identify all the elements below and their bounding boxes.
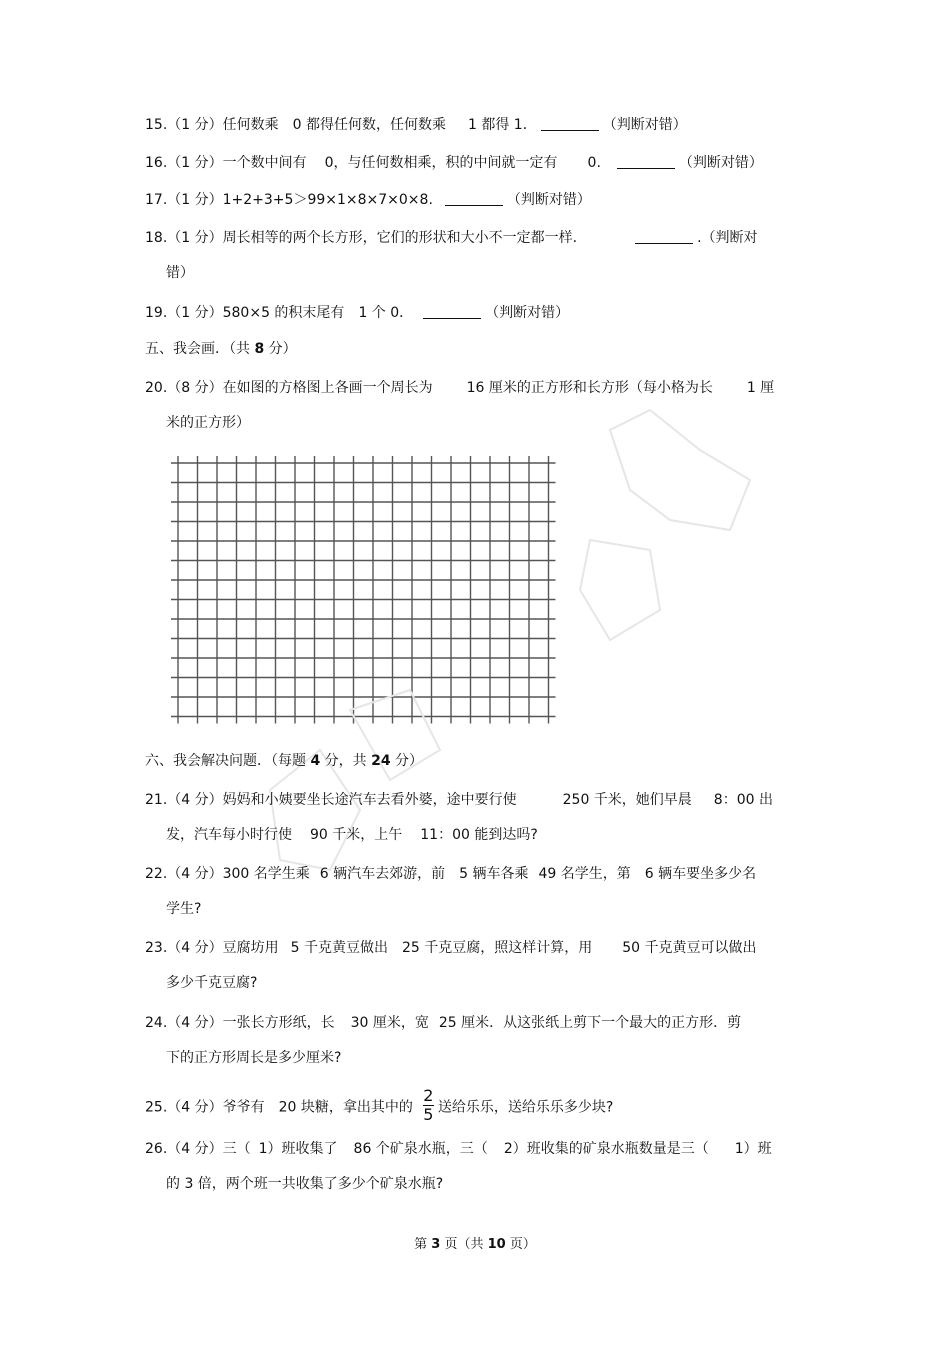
answer-blank[interactable] [635,229,693,244]
page-footer: 第 3 页（共 10 页） [414,1237,536,1252]
fraction: $\frac{2}{5}$ [423,1086,434,1124]
question-18-continuation: 错） [166,265,194,281]
question-21-continuation: 发，汽车每小时行使 90 千米，上午 11：00 能到达吗? [166,827,538,843]
question-22-continuation: 学生? [166,901,202,917]
question-15: 15.（1 分）任何数乘 0 都得任何数，任何数乘 1 都得 1． （判断对错） [145,117,687,133]
question-22: 22.（4 分）300 名学生乘 6 辆汽车去郊游，前 5 辆车各乘 49 名学生，第 6 辆车要坐多少名 [145,866,757,882]
answer-blank[interactable] [617,154,675,169]
question-23-continuation: 多少千克豆腐? [166,975,258,991]
question-20: 20.（8 分）在如图的方格图上各画一个周长为 16 厘米的正方形和长方形（每小格为长 1 厘 [145,380,775,396]
section-5-heading: 五、我会画．（共 8 分） [145,341,297,357]
question-26: 26.（4 分）三（ 1）班收集了 86 个矿泉水瓶，三（ 2）班收集的矿泉水瓶数量是三（ 1）班 [145,1141,772,1157]
question-23: 23.（4 分）豆腐坊用 5 千克黄豆做出 25 千克豆腐，照这样计算，用 50 千克黄豆可以做出 [145,940,757,956]
answer-blank[interactable] [541,116,599,131]
question-17: 17.（1 分）1+2+3+5＞99×1×8×7×0×8. （判断对错） [145,192,591,208]
section-6-heading: 六、我会解决问题．（每题 4 分，共 24 分） [145,753,424,769]
question-26-continuation: 的 3 倍，两个班一共收集了多少个矿泉水瓶? [166,1176,444,1192]
question-24: 24.（4 分）一张长方形纸，长 30 厘米，宽 25 厘米．从这张纸上剪下一个最大的正方形．剪 [145,1015,742,1031]
answer-blank[interactable] [445,191,503,206]
answer-blank[interactable] [423,304,481,319]
question-20-continuation: 米的正方形） [166,415,250,431]
question-25: 25.（4 分）爷爷有 20 块糖，拿出其中的 $\frac{2}{5}$ 送给乐乐，送给乐乐多少块? [145,1086,614,1124]
question-16: 16.（1 分）一个数中间有 0，与任何数相乘，积的中间就一定有 0. （判断对错） [145,155,763,171]
question-24-continuation: 下的正方形周长是多少厘米? [166,1050,342,1066]
question-19: 19.（1 分）580×5 的积末尾有 1 个 0． （判断对错） [145,305,570,321]
question-18: 18.（1 分）周长相等的两个长方形，它们的形状和大小不一定都一样. .（判断对 [145,230,758,246]
question-21: 21.（4 分）妈妈和小姨要坐长途汽车去看外婆，途中要行使 250 千米，她们早晨 8：00 出 [145,792,773,808]
